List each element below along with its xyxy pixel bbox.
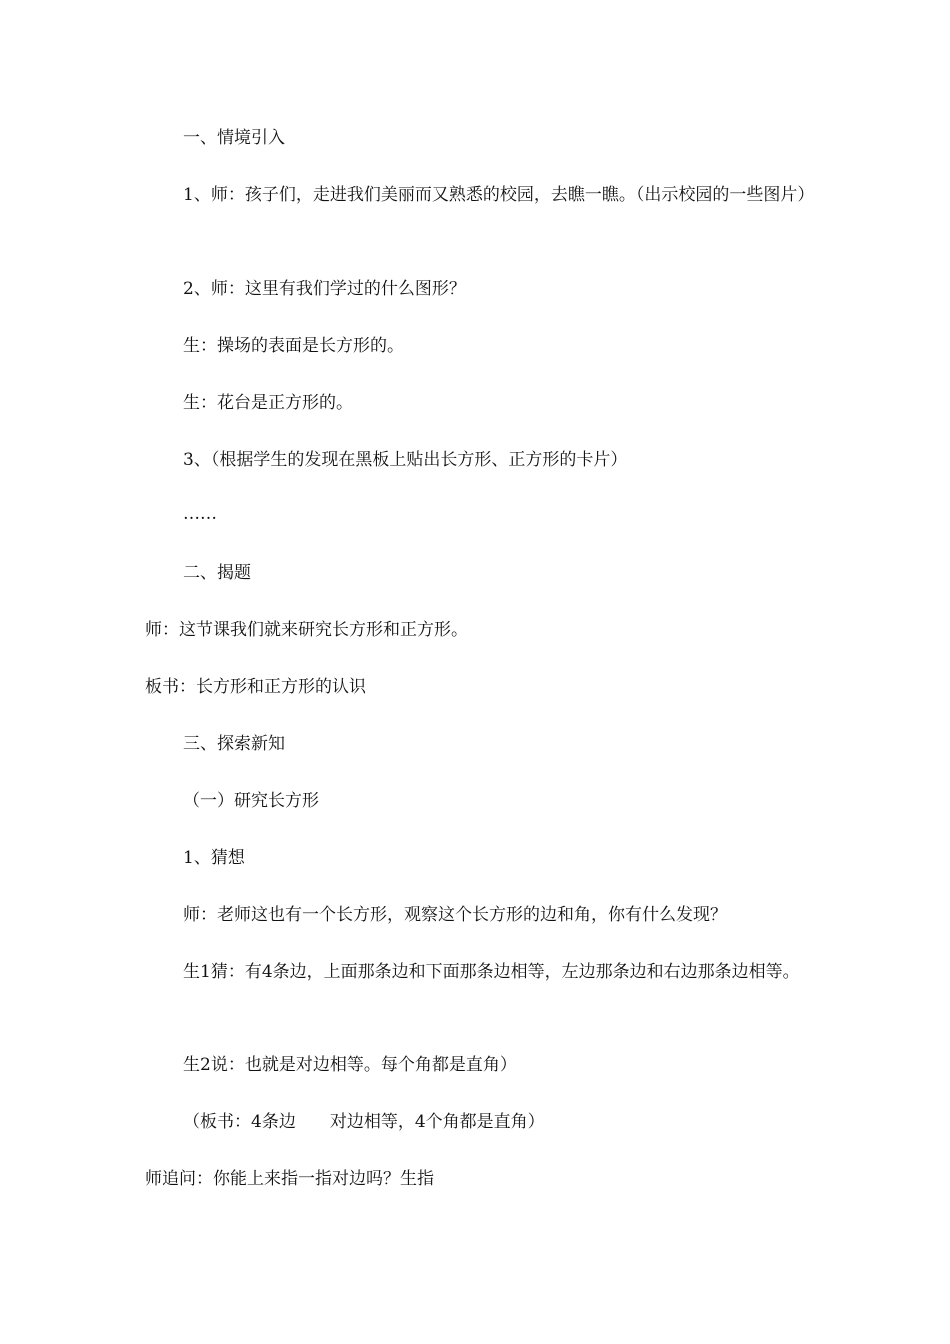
paragraph-post-cards: 3、（根据学生的发现在黑板上贴出长方形、正方形的卡片） bbox=[183, 450, 628, 470]
paragraph-student1-guess: 生1猜：有4条边，上面那条边和下面那条边相等，左边那条边和右边那条边相等。 bbox=[183, 962, 800, 982]
paragraph-teacher-campus: 1、师：孩子们，走进我们美丽而又熟悉的校园，去瞧一瞧。（出示校园的一些图片） bbox=[183, 185, 815, 205]
paragraph-teacher-question: 2、师：这里有我们学过的什么图形？ bbox=[183, 279, 466, 299]
paragraph-student-flowerbed: 生：花台是正方形的。 bbox=[183, 393, 353, 413]
paragraph-student2-says: 生2说：也就是对边相等。每个角都是直角） bbox=[183, 1055, 517, 1075]
paragraph-ellipsis: …… bbox=[183, 504, 217, 524]
paragraph-teacher-observe: 师：老师这也有一个长方形，观察这个长方形的边和角，你有什么发现？ bbox=[183, 905, 727, 925]
heading-reveal-topic: 二、揭题 bbox=[183, 563, 251, 583]
heading-explore-new: 三、探索新知 bbox=[183, 734, 285, 754]
paragraph-student-playground: 生：操场的表面是长方形的。 bbox=[183, 336, 404, 356]
paragraph-board-title: 板书：长方形和正方形的认识 bbox=[145, 677, 366, 697]
heading-study-rectangle: （一）研究长方形 bbox=[183, 791, 319, 811]
paragraph-board-properties: （板书：4条边 对边相等，4个角都是直角） bbox=[183, 1112, 545, 1132]
heading-guess: 1、猜想 bbox=[183, 848, 245, 868]
paragraph-teacher-followup: 师追问：你能上来指一指对边吗？生指 bbox=[145, 1169, 434, 1189]
paragraph-teacher-topic: 师：这节课我们就来研究长方形和正方形。 bbox=[145, 620, 468, 640]
heading-situation-intro: 一、情境引入 bbox=[183, 128, 285, 148]
